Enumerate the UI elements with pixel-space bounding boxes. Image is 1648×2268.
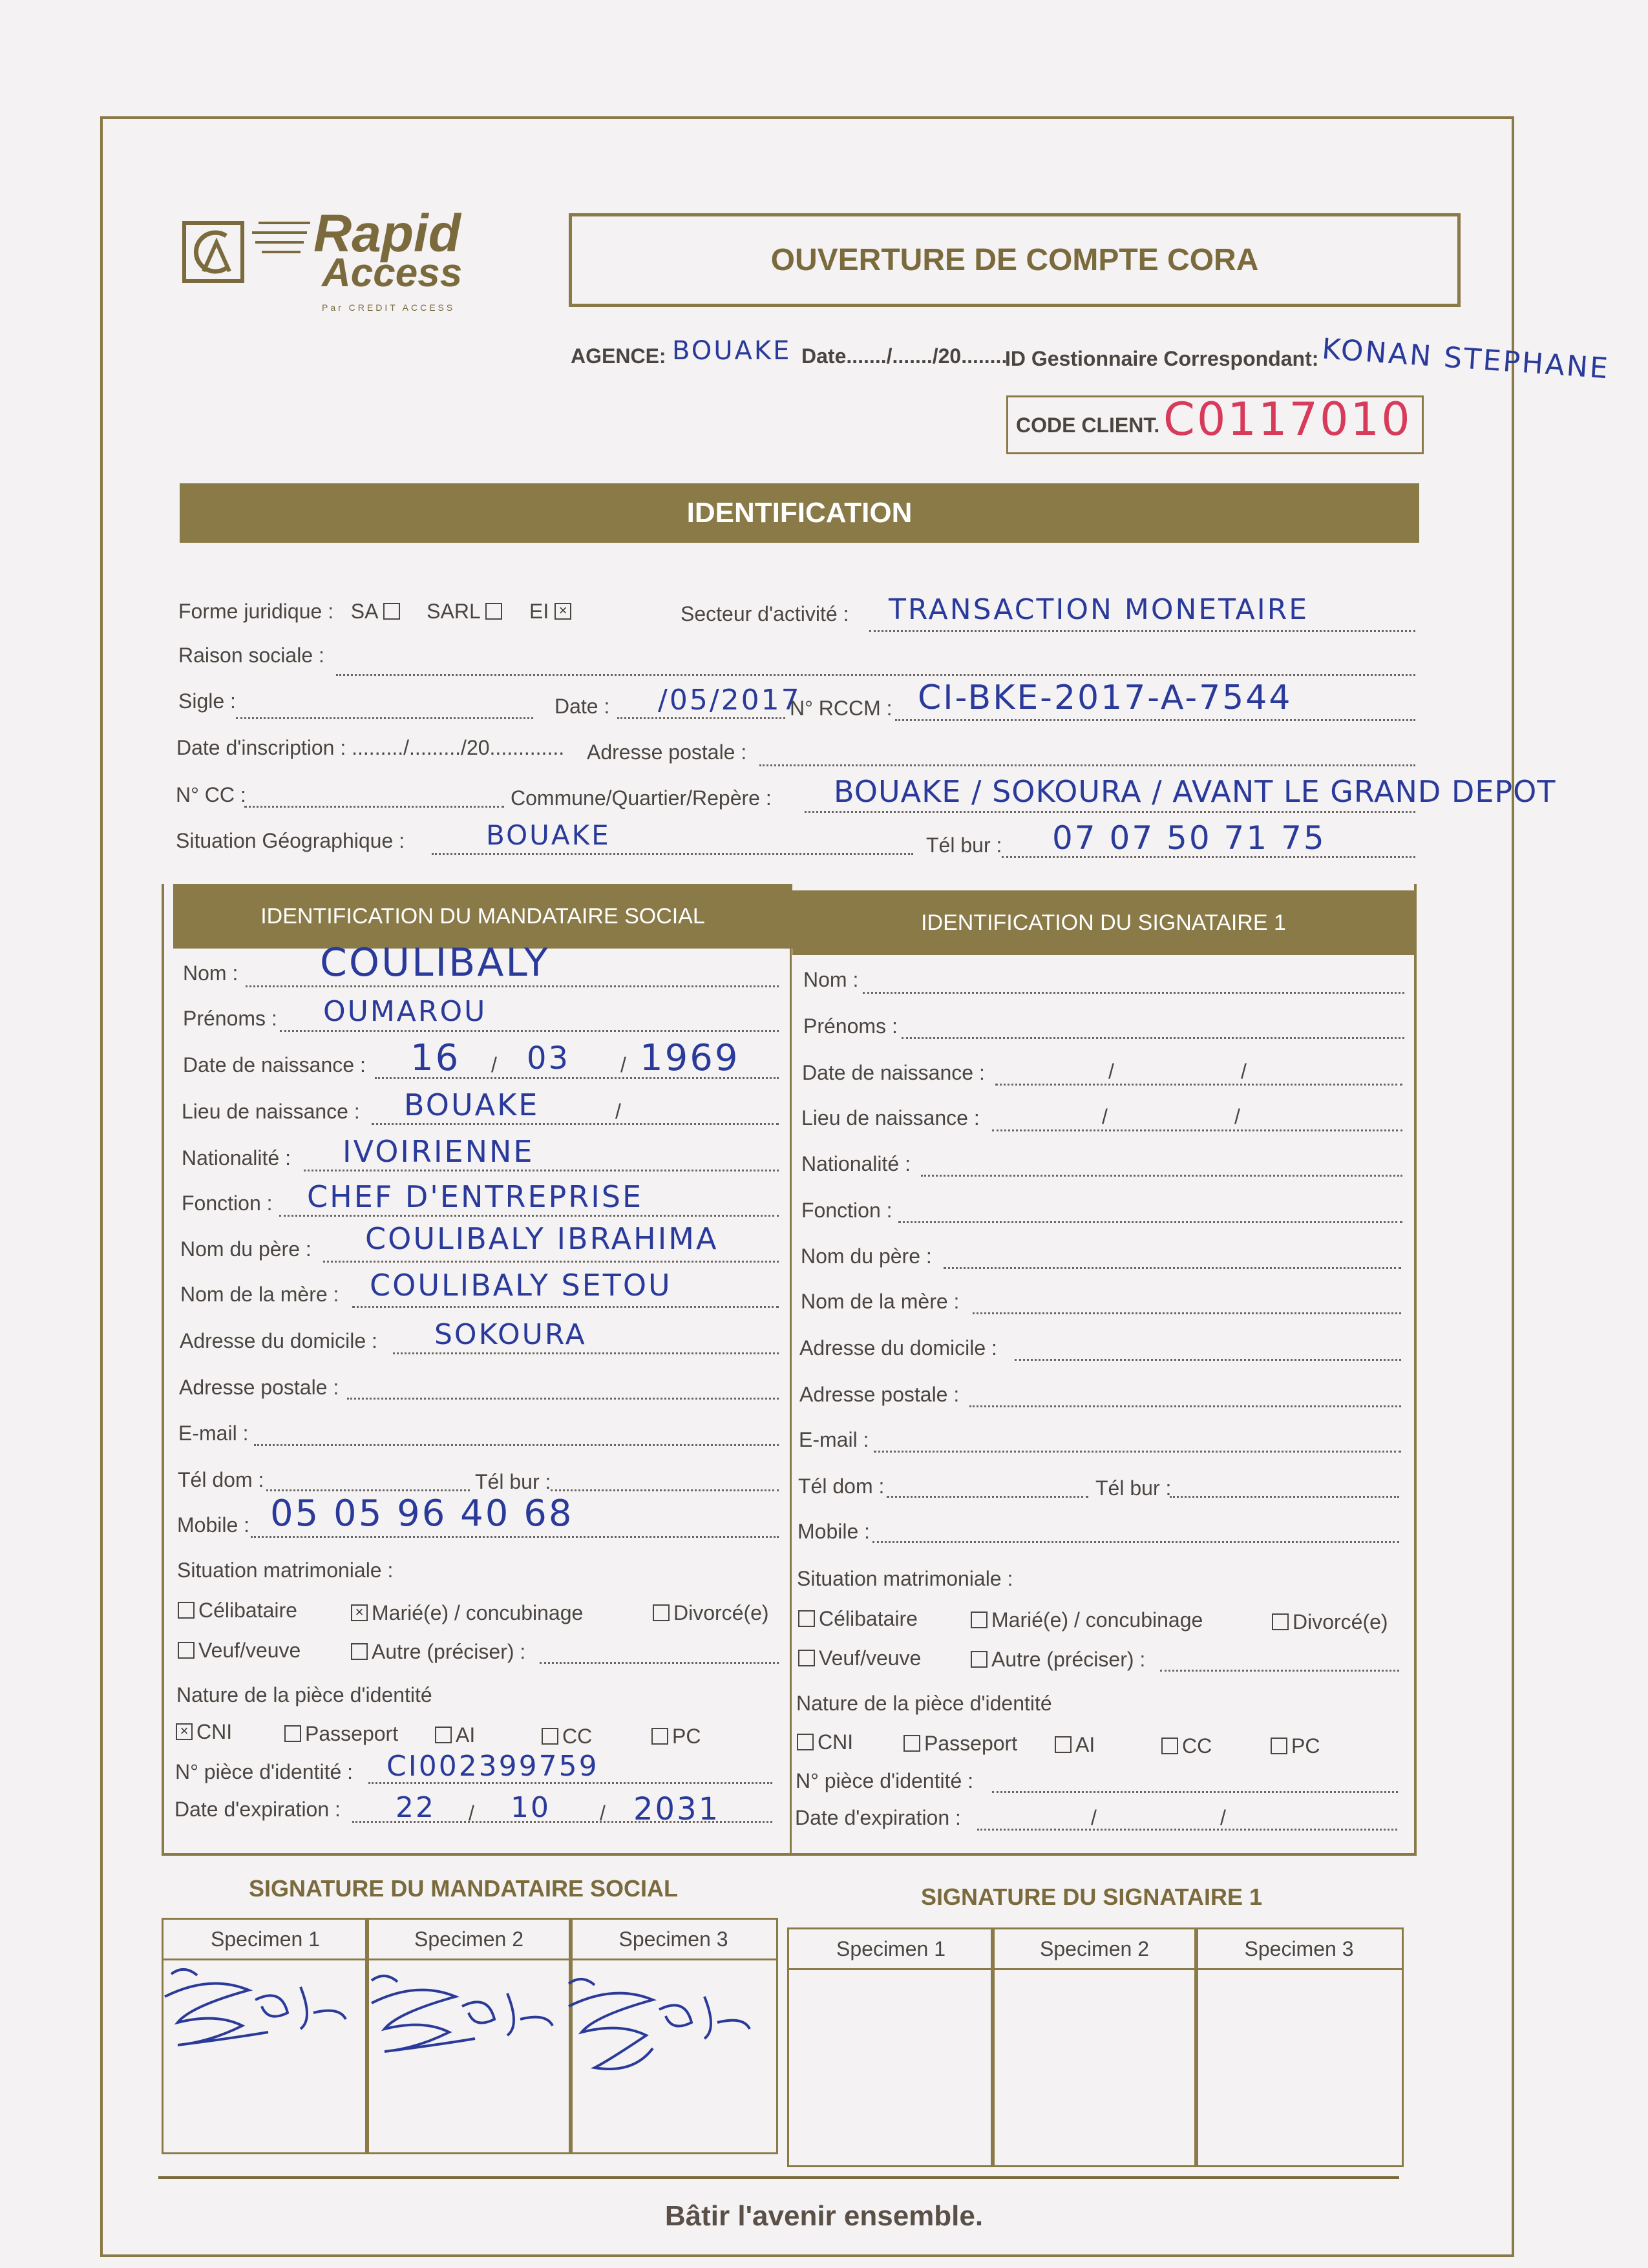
m-passeport-checkbox[interactable]	[284, 1725, 301, 1742]
secteur-line	[869, 630, 1415, 632]
m-ai-label: AI	[456, 1723, 476, 1747]
m-domicile-value[interactable]: SOKOURA	[434, 1318, 587, 1351]
s-passeport-option	[903, 1732, 1017, 1756]
m-postale-line	[347, 1398, 779, 1400]
s-postale-label: Adresse postale :	[799, 1383, 960, 1406]
m-expiration-label: Date d'expiration :	[174, 1798, 341, 1821]
m-mere-line	[352, 1306, 779, 1308]
s-domicile-line	[1015, 1359, 1401, 1361]
header-date-label: Date......./......./20........	[801, 344, 1008, 368]
agence-label: AGENCE:	[571, 344, 666, 368]
s-ai-label: AI	[1075, 1733, 1095, 1756]
s-expiration-line	[977, 1829, 1397, 1831]
s-autre-line	[1160, 1670, 1399, 1672]
telbur-value[interactable]: 07 07 50 71 75	[1052, 819, 1326, 857]
s-nationalite-label: Nationalité :	[801, 1152, 911, 1175]
s-fonction-label: Fonction :	[801, 1199, 893, 1222]
s-pc-label: PC	[1291, 1734, 1320, 1758]
s-pere-line	[944, 1267, 1401, 1269]
m-naissance-m[interactable]: 03	[527, 1040, 571, 1076]
s-cni-option	[797, 1730, 853, 1754]
s-veuf-option	[798, 1646, 921, 1670]
rccm-value[interactable]: CI-BKE-2017-A-7544	[918, 678, 1293, 717]
m-email-label: E-mail :	[178, 1422, 249, 1445]
s-fonction-line	[898, 1221, 1402, 1223]
s-npiece-line	[992, 1791, 1398, 1793]
sa-label: SA	[350, 600, 377, 623]
m-naissance-d[interactable]: 16	[410, 1037, 461, 1079]
s-marie-label: Marié(e) / concubinage	[991, 1608, 1203, 1632]
brand-name-line2: Access	[322, 251, 463, 295]
slash: /	[620, 1053, 626, 1076]
forme-label: Forme juridique :	[178, 600, 334, 623]
m-piece-label: Nature de la pièce d'identité	[176, 1683, 432, 1706]
sigle-label: Sigle :	[178, 689, 236, 713]
s-cni-checkbox[interactable]	[797, 1734, 814, 1750]
m-passeport-option	[284, 1722, 398, 1746]
m-prenoms-line	[280, 1030, 779, 1032]
m-celibataire-checkbox[interactable]	[178, 1602, 195, 1619]
signature-mark	[556, 1971, 763, 2094]
gestionnaire-value[interactable]: KONAN STEPHANE	[1320, 332, 1611, 386]
raison-sociale-label: Raison sociale :	[178, 644, 324, 667]
m-divorce-checkbox[interactable]	[653, 1604, 670, 1621]
agence-value[interactable]: BOUAKE	[672, 336, 792, 366]
ncc-label: N° CC :	[176, 783, 246, 806]
telbur-label: Tél bur :	[926, 834, 1002, 857]
s-celibataire-option	[798, 1607, 918, 1631]
m-exp-m[interactable]: 10	[511, 1791, 551, 1824]
m-specimen-2-label: Specimen 2	[367, 1920, 571, 1960]
s-autre-label: Autre (préciser) :	[991, 1648, 1146, 1671]
s-specimen-3-label: Specimen 3	[1196, 1929, 1402, 1970]
m-divorce-label: Divorcé(e)	[673, 1601, 769, 1624]
m-mobile-value[interactable]: 05 05 96 40 68	[270, 1493, 574, 1535]
s-marie-option	[971, 1608, 1203, 1632]
s-pc-option	[1271, 1734, 1320, 1758]
m-postale-label: Adresse postale :	[179, 1376, 339, 1399]
m-npiece-label: N° pièce d'identité :	[175, 1760, 354, 1783]
m-nom-line	[246, 985, 779, 987]
m-naissance-y[interactable]: 1969	[640, 1037, 740, 1079]
m-veuf-checkbox[interactable]	[178, 1642, 195, 1659]
date-value[interactable]: /05/2017	[658, 684, 801, 717]
m-ai-checkbox[interactable]	[435, 1727, 452, 1743]
adresse-postale-label: Adresse postale :	[587, 740, 747, 764]
s-domicile-label: Adresse du domicile :	[799, 1336, 997, 1360]
date-label: Date :	[555, 695, 610, 718]
m-specimen-3-label: Specimen 3	[571, 1920, 776, 1960]
s-divorce-label: Divorcé(e)	[1293, 1610, 1388, 1633]
m-nationalite-label: Nationalité :	[182, 1146, 291, 1170]
s-nom-line	[863, 992, 1404, 994]
m-lieu-value[interactable]: BOUAKE	[404, 1087, 540, 1122]
s-teldom-label: Tél dom :	[798, 1475, 885, 1498]
s-nom-label: Nom :	[803, 968, 859, 991]
sigle-line	[236, 717, 533, 719]
code-client-value[interactable]: C0117010	[1163, 393, 1412, 446]
mandataire-signature-heading: SIGNATURE DU MANDATAIRE SOCIAL	[249, 1875, 678, 1902]
signataire-signature-heading: SIGNATURE DU SIGNATAIRE 1	[921, 1884, 1263, 1910]
adresse-postale-line	[759, 764, 1415, 766]
form-title: OUVERTURE DE COMPTE CORA	[569, 213, 1461, 307]
m-nom-value[interactable]: COULIBALY	[320, 940, 550, 985]
s-specimen-1[interactable]	[787, 1927, 995, 2167]
code-client-label: CODE CLIENT.	[1016, 414, 1160, 437]
m-pc-checkbox[interactable]	[651, 1728, 668, 1745]
brand-name-line1: Rapid	[313, 204, 461, 263]
m-fonction-value[interactable]: CHEF D'ENTREPRISE	[307, 1179, 644, 1214]
s-specimen-3[interactable]	[1194, 1927, 1404, 2167]
s-specimen-2-label: Specimen 2	[993, 1929, 1196, 1970]
s-lieu-line	[992, 1129, 1402, 1131]
signature-mark	[152, 1961, 359, 2071]
commune-label: Commune/Quartier/Repère :	[511, 786, 772, 810]
s-ai-checkbox[interactable]	[1055, 1736, 1072, 1753]
gestionnaire-label: ID Gestionnaire Correspondant:	[1005, 347, 1319, 370]
m-cc-label: CC	[562, 1725, 593, 1748]
m-autre-checkbox[interactable]	[351, 1643, 368, 1660]
commune-value[interactable]: BOUAKE / SOKOURA / AVANT LE GRAND DEPOT	[834, 774, 1556, 809]
m-pc-option	[651, 1725, 701, 1748]
s-ai-option	[1055, 1733, 1095, 1757]
rccm-label: N° RCCM :	[790, 697, 893, 720]
situation-line	[432, 853, 913, 855]
sarl-checkbox[interactable]	[485, 603, 502, 620]
m-fonction-label: Fonction :	[182, 1192, 273, 1215]
rccm-line	[895, 719, 1415, 721]
m-veuf-label: Veuf/veuve	[198, 1639, 301, 1662]
s-specimen-2[interactable]	[991, 1927, 1198, 2167]
s-cc-label: CC	[1182, 1734, 1212, 1758]
slash: /	[1220, 1806, 1226, 1829]
m-matri-row1	[178, 1599, 297, 1622]
footer-divider	[158, 2176, 1399, 2179]
s-naissance-label: Date de naissance :	[802, 1061, 985, 1084]
slash: /	[1091, 1806, 1097, 1829]
slash: /	[1241, 1060, 1247, 1083]
s-email-line	[874, 1451, 1401, 1453]
m-domicile-line	[393, 1352, 779, 1354]
inscription-label: Date d'inscription : ........./........./20.............	[176, 736, 565, 759]
mandataire-heading: IDENTIFICATION DU MANDATAIRE SOCIAL	[173, 884, 792, 949]
rapid-access-logo	[181, 204, 504, 320]
s-telbur-line	[1170, 1496, 1399, 1498]
date-line	[617, 717, 785, 719]
column-divider	[790, 949, 792, 1853]
s-veuf-label: Veuf/veuve	[819, 1646, 922, 1670]
sa-checkbox[interactable]	[383, 603, 400, 620]
situation-value[interactable]: BOUAKE	[486, 819, 611, 851]
s-cni-label: CNI	[818, 1730, 854, 1754]
m-fonction-line	[279, 1215, 779, 1217]
m-autre-line	[540, 1662, 779, 1664]
m-mobile-line	[251, 1536, 779, 1538]
slash: /	[600, 1801, 606, 1825]
s-passeport-checkbox[interactable]	[903, 1735, 920, 1752]
s-naissance-line	[995, 1084, 1402, 1086]
commune-line	[805, 811, 1415, 813]
s-email-label: E-mail :	[799, 1428, 869, 1451]
m-cc-checkbox[interactable]	[542, 1728, 558, 1745]
s-specimen-1-label: Specimen 1	[789, 1929, 993, 1970]
m-cc-option	[542, 1725, 592, 1748]
m-marie-checkbox-checked[interactable]: ×	[351, 1604, 368, 1621]
s-pere-label: Nom du père :	[801, 1244, 932, 1268]
s-piece-label: Nature de la pièce d'identité	[796, 1692, 1052, 1715]
m-pere-value[interactable]: COULIBALY IBRAHIMA	[365, 1221, 719, 1256]
slash: /	[469, 1801, 474, 1825]
s-prenoms-line	[902, 1037, 1404, 1039]
brand-tagline: Par CREDIT ACCESS	[322, 302, 456, 313]
s-celibataire-label: Célibataire	[819, 1607, 918, 1630]
m-naissance-label: Date de naissance :	[183, 1053, 366, 1076]
m-matri-row2	[178, 1639, 301, 1663]
s-divorce-option	[1272, 1610, 1388, 1634]
m-matri-row2b	[351, 1640, 525, 1664]
s-npiece-label: N° pièce d'identité :	[796, 1769, 974, 1792]
slash: /	[615, 1100, 621, 1123]
ei-label: EI	[529, 600, 549, 623]
situation-label: Situation Géographique :	[176, 829, 405, 852]
m-nationalite-value[interactable]: IVOIRIENNE	[343, 1134, 534, 1169]
m-telbur-line	[551, 1489, 779, 1491]
s-marie-checkbox[interactable]	[971, 1612, 988, 1628]
s-prenoms-label: Prénoms :	[803, 1014, 898, 1038]
m-pere-line	[323, 1261, 779, 1263]
ncc-line	[244, 806, 504, 808]
m-lieu-line	[372, 1123, 779, 1125]
raison-sociale-line	[336, 674, 1415, 676]
ei-checkbox-checked[interactable]: ×	[555, 603, 571, 620]
identification-heading: IDENTIFICATION	[180, 483, 1419, 543]
m-lieu-label: Lieu de naissance :	[182, 1100, 360, 1123]
s-celibataire-checkbox[interactable]	[798, 1610, 815, 1627]
m-prenoms-label: Prénoms :	[183, 1007, 277, 1030]
m-specimen-1-label: Specimen 1	[164, 1920, 367, 1960]
m-teldom-line	[266, 1489, 470, 1491]
m-pc-label: PC	[672, 1725, 701, 1748]
m-domicile-label: Adresse du domicile :	[180, 1329, 377, 1352]
s-telbur-label: Tél bur :	[1095, 1476, 1172, 1500]
s-cc-checkbox[interactable]	[1161, 1738, 1178, 1754]
forme-juridique-row	[178, 600, 575, 624]
s-postale-line	[969, 1405, 1401, 1407]
sarl-label: SARL	[427, 600, 480, 623]
m-marie-label: Marié(e) / concubinage	[372, 1601, 584, 1624]
secteur-label: Secteur d'activité :	[681, 602, 849, 625]
s-autre-option	[971, 1648, 1145, 1672]
slash: /	[1234, 1105, 1240, 1128]
m-piece-row	[176, 1720, 232, 1744]
m-celibataire-label: Célibataire	[198, 1599, 297, 1622]
m-prenoms-value[interactable]: OUMAROU	[323, 995, 487, 1028]
m-mobile-label: Mobile :	[177, 1513, 250, 1537]
s-divorce-checkbox[interactable]	[1272, 1613, 1289, 1630]
m-mere-value[interactable]: COULIBALY SETOU	[370, 1268, 672, 1303]
s-veuf-checkbox[interactable]	[798, 1650, 815, 1666]
m-nationalite-line	[304, 1170, 779, 1171]
s-lieu-label: Lieu de naissance :	[801, 1106, 980, 1129]
s-nationalite-line	[921, 1175, 1402, 1177]
m-pere-label: Nom du père :	[180, 1237, 312, 1261]
slash: /	[1108, 1060, 1114, 1083]
slash: /	[1102, 1105, 1108, 1128]
signataire-heading: IDENTIFICATION DU SIGNATAIRE 1	[792, 890, 1415, 955]
s-pc-checkbox[interactable]	[1271, 1738, 1287, 1754]
s-autre-checkbox[interactable]	[971, 1651, 988, 1668]
m-exp-y[interactable]: 2031	[633, 1791, 721, 1827]
m-cni-label: CNI	[196, 1720, 233, 1743]
s-mobile-line	[872, 1541, 1399, 1543]
m-teldom-label: Tél dom :	[178, 1468, 264, 1491]
m-matri-row1c	[653, 1601, 769, 1625]
secteur-value[interactable]: TRANSACTION MONETAIRE	[889, 593, 1309, 626]
s-mere-label: Nom de la mère :	[801, 1290, 960, 1313]
s-cc-option	[1161, 1734, 1212, 1758]
slash: /	[491, 1053, 497, 1076]
m-ai-option	[435, 1723, 475, 1747]
s-teldom-line	[887, 1496, 1088, 1498]
m-cni-checkbox-checked[interactable]: ×	[176, 1723, 193, 1740]
m-telbur-label: Tél bur :	[475, 1470, 551, 1493]
m-email-line	[254, 1444, 779, 1446]
m-passeport-label: Passeport	[305, 1722, 399, 1745]
m-mere-label: Nom de la mère :	[180, 1283, 339, 1306]
signature-mark	[365, 1968, 572, 2077]
s-passeport-label: Passeport	[924, 1732, 1018, 1755]
m-npiece-value[interactable]: CI002399759	[386, 1750, 599, 1783]
s-mobile-label: Mobile :	[798, 1520, 871, 1543]
s-mere-line	[973, 1312, 1401, 1314]
m-nom-label: Nom :	[183, 961, 238, 985]
s-matri-label: Situation matrimoniale :	[797, 1567, 1013, 1590]
m-exp-d[interactable]: 22	[396, 1791, 436, 1824]
m-matri-label: Situation matrimoniale :	[177, 1559, 394, 1582]
m-autre-label: Autre (préciser) :	[372, 1640, 526, 1663]
m-matri-row1b	[351, 1601, 583, 1625]
footer-tagline: Bâtir l'avenir ensemble.	[664, 2200, 984, 2232]
s-expiration-label: Date d'expiration :	[795, 1806, 961, 1829]
